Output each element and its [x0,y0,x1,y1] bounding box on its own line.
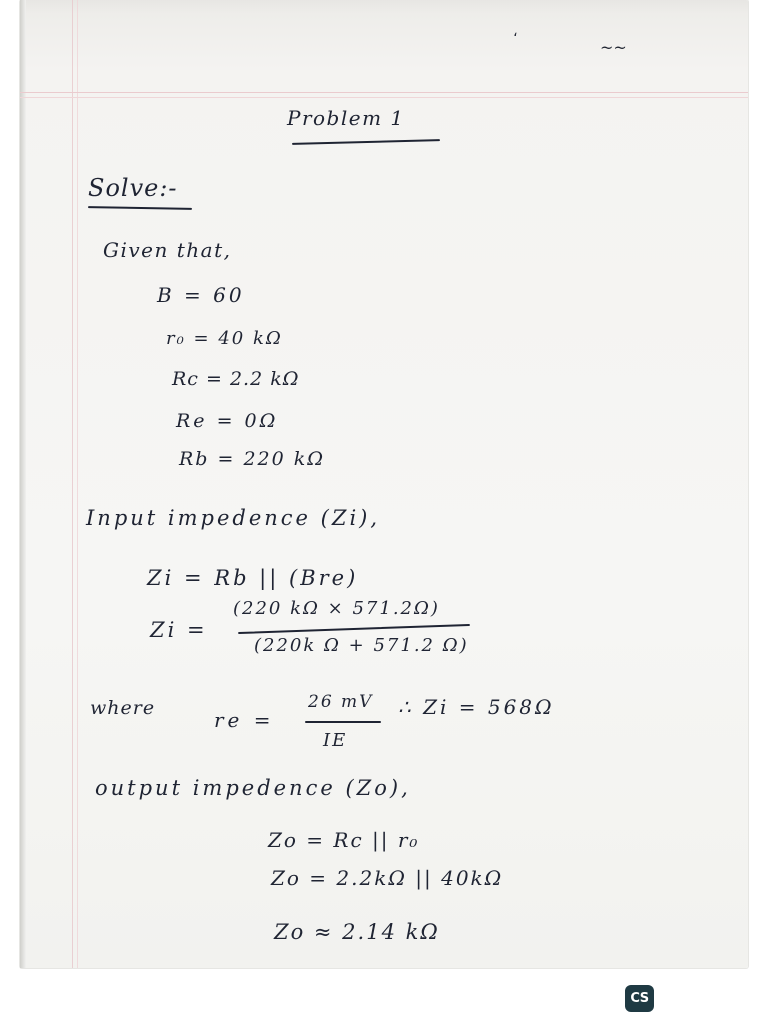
input-impedance-heading: Input impedence (Zi), [86,506,381,530]
margin-line [72,0,73,968]
header-rule [20,92,748,93]
camscanner-logo: CS [625,985,654,1012]
given-emitter-resistance: Re = 0Ω [176,410,279,432]
given-beta: B = 60 [157,283,245,307]
stray-pen-mark: ، [513,24,518,40]
solve-heading: Solve:- [88,174,178,202]
notebook-page [20,0,748,968]
output-impedance-formula: Zo = Rc || r₀ [268,828,420,852]
given-output-resistance: r₀ = 40 kΩ [166,328,283,349]
given-base-resistance: Rb = 220 kΩ [179,448,326,470]
given-label: Given that, [103,238,232,262]
re-lhs: re = [214,708,275,732]
given-collector-resistance: Rc = 2.2 kΩ [172,368,300,390]
input-impedance-formula: Zi = Rb || (Bre) [147,566,359,590]
problem-title: Problem 1 [287,106,405,130]
header-rule-secondary [20,97,748,98]
re-numerator: 26 mV [308,692,374,712]
page-edge-shadow [20,0,26,968]
output-impedance-heading: output impedence (Zo), [95,776,411,800]
input-impedance-result: ∴ Zi = 568Ω [398,695,555,719]
input-impedance-lhs: Zi = [150,618,208,642]
re-denominator: IE [323,730,348,751]
input-impedance-denominator: (220k Ω + 571.2 Ω) [254,635,469,656]
where-label: where [90,697,156,719]
margin-line-secondary [77,0,78,968]
output-impedance-result: Zo ≈ 2.14 kΩ [274,920,440,944]
stray-pen-mark: ~~ [600,38,627,57]
output-impedance-substitution: Zo = 2.2kΩ || 40kΩ [271,866,504,890]
input-impedance-numerator: (220 kΩ × 571.2Ω) [233,598,440,619]
re-fraction-bar [305,721,381,723]
